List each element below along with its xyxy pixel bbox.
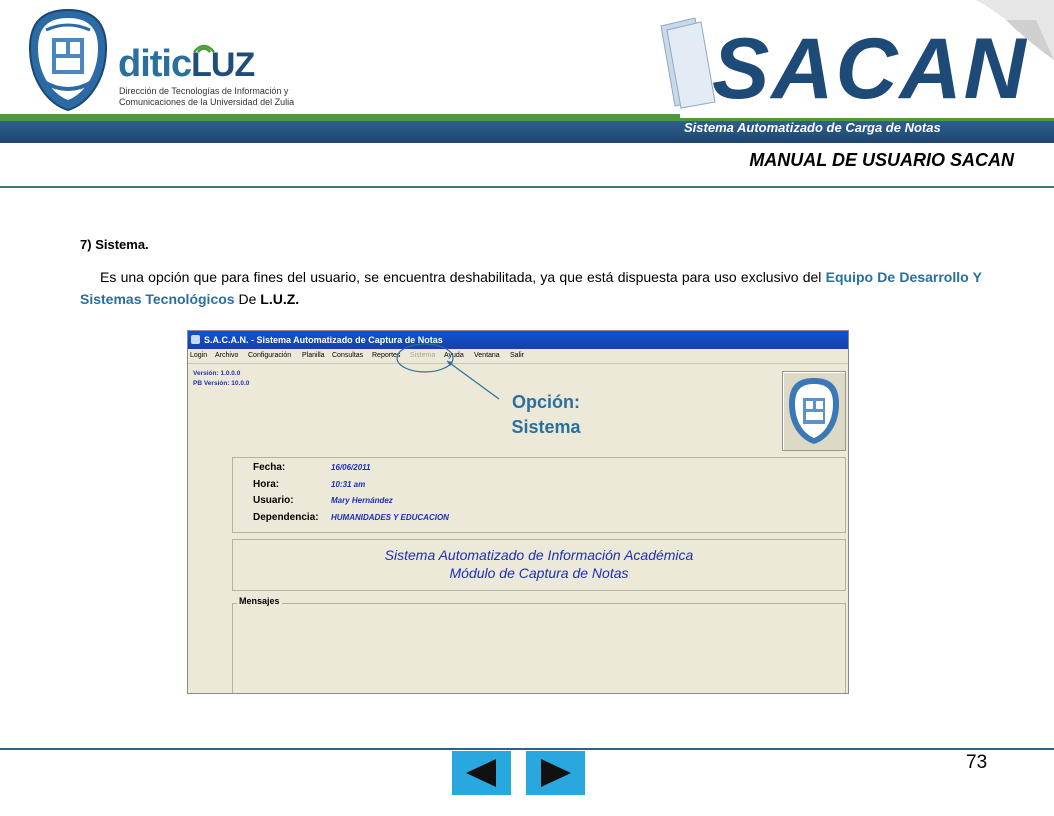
menu-planilla[interactable]: Planilla bbox=[302, 352, 325, 359]
callout-line1: Opción: bbox=[512, 392, 580, 412]
callout-ellipse-arrow bbox=[395, 343, 505, 405]
header-divider bbox=[0, 186, 1054, 188]
ditic-subtitle bbox=[119, 86, 329, 108]
section-title: Sistema. bbox=[95, 237, 149, 252]
manual-title: MANUAL DE USUARIO SACAN bbox=[749, 150, 1014, 170]
menu-reportes[interactable]: Reportes bbox=[372, 352, 401, 359]
left-triangle-icon bbox=[452, 751, 511, 795]
crest-image-box bbox=[782, 371, 846, 451]
menu-sistema: Sistema bbox=[410, 352, 436, 359]
hora-label: Hora: bbox=[253, 479, 280, 490]
paragraph-part2: De bbox=[234, 291, 261, 307]
ditic-luz-logo bbox=[118, 44, 318, 110]
menu-configuracion[interactable]: Configuración bbox=[248, 352, 292, 359]
ditic-subtitle-line2: Comunicaciones de la Universidad del Zulia bbox=[119, 97, 295, 107]
university-seal-logo bbox=[28, 8, 108, 112]
section-number: 7) bbox=[80, 237, 92, 252]
sacan-app-logo: SACAN bbox=[712, 21, 1028, 117]
messages-panel bbox=[232, 596, 846, 694]
footer-divider bbox=[0, 748, 1054, 750]
window-titlebar bbox=[188, 331, 848, 349]
messages-label: Mensajes bbox=[239, 596, 280, 606]
session-info-panel bbox=[232, 457, 846, 533]
header-band-text: Sistema Automatizado de Carga de Notas bbox=[684, 120, 941, 135]
dependencia-value: HUMANIDADES Y EDUCACION bbox=[331, 513, 449, 522]
callout-line2: Sistema bbox=[511, 417, 581, 437]
fecha-label: Fecha: bbox=[253, 462, 286, 473]
hora-value: 10:31 am bbox=[331, 480, 366, 489]
banner-line2: Módulo de Captura de Notas bbox=[449, 565, 629, 581]
university-seal-small-icon bbox=[783, 372, 845, 450]
window-app-icon bbox=[191, 335, 200, 344]
window-title: S.A.C.A.N. - Sistema Automatizado de Captura de Notas bbox=[204, 335, 443, 345]
version-info bbox=[193, 369, 249, 389]
menubar bbox=[188, 349, 848, 364]
system-banner-panel bbox=[232, 539, 846, 591]
ditic-logo-accent: LUZ bbox=[191, 46, 255, 84]
usuario-value: Mary Hernández bbox=[331, 496, 393, 505]
paragraph-highlight: Equipo De Desarrollo Y Sistemas Tecnológicos bbox=[80, 269, 982, 307]
menu-ventana[interactable]: Ventana bbox=[474, 352, 500, 359]
ditic-logo-main: ditic bbox=[118, 43, 192, 85]
section-heading bbox=[80, 237, 149, 252]
callout-label bbox=[490, 390, 602, 440]
version-label: Versión: 1.0.0.0 bbox=[193, 370, 241, 377]
menu-archivo[interactable]: Archivo bbox=[215, 352, 239, 359]
right-triangle-icon bbox=[526, 751, 585, 795]
page-curl-decoration bbox=[976, 0, 1054, 60]
next-page-button[interactable] bbox=[526, 751, 585, 795]
page-number: 73 bbox=[966, 752, 988, 773]
previous-page-button[interactable] bbox=[452, 751, 511, 795]
folder-icon bbox=[655, 14, 719, 110]
pb-version-label: PB Versión: 10.0.0 bbox=[193, 380, 250, 387]
menu-consultas[interactable]: Consultas bbox=[332, 352, 364, 359]
menu-salir[interactable]: Salir bbox=[510, 352, 525, 359]
fecha-value: 16/06/2011 bbox=[331, 463, 371, 472]
ditic-subtitle-line1: Dirección de Tecnologías de Información y bbox=[119, 86, 289, 96]
paragraph-bold: L.U.Z. bbox=[260, 291, 300, 307]
ditic-logo-text bbox=[118, 44, 254, 85]
banner-line1: Sistema Automatizado de Información Académica bbox=[384, 547, 694, 563]
usuario-label: Usuario: bbox=[253, 495, 294, 506]
paragraph-part1: Es una opción que para fines del usuario, se encuentra deshabilitada, ya que está dispuesta para uso exclusivo del bbox=[100, 269, 826, 285]
menu-login[interactable]: Login bbox=[190, 352, 208, 359]
menu-ayuda[interactable]: Ayuda bbox=[444, 352, 464, 359]
app-screenshot-window bbox=[187, 330, 849, 694]
section-paragraph bbox=[80, 266, 982, 310]
dependencia-label: Dependencia: bbox=[253, 512, 319, 523]
